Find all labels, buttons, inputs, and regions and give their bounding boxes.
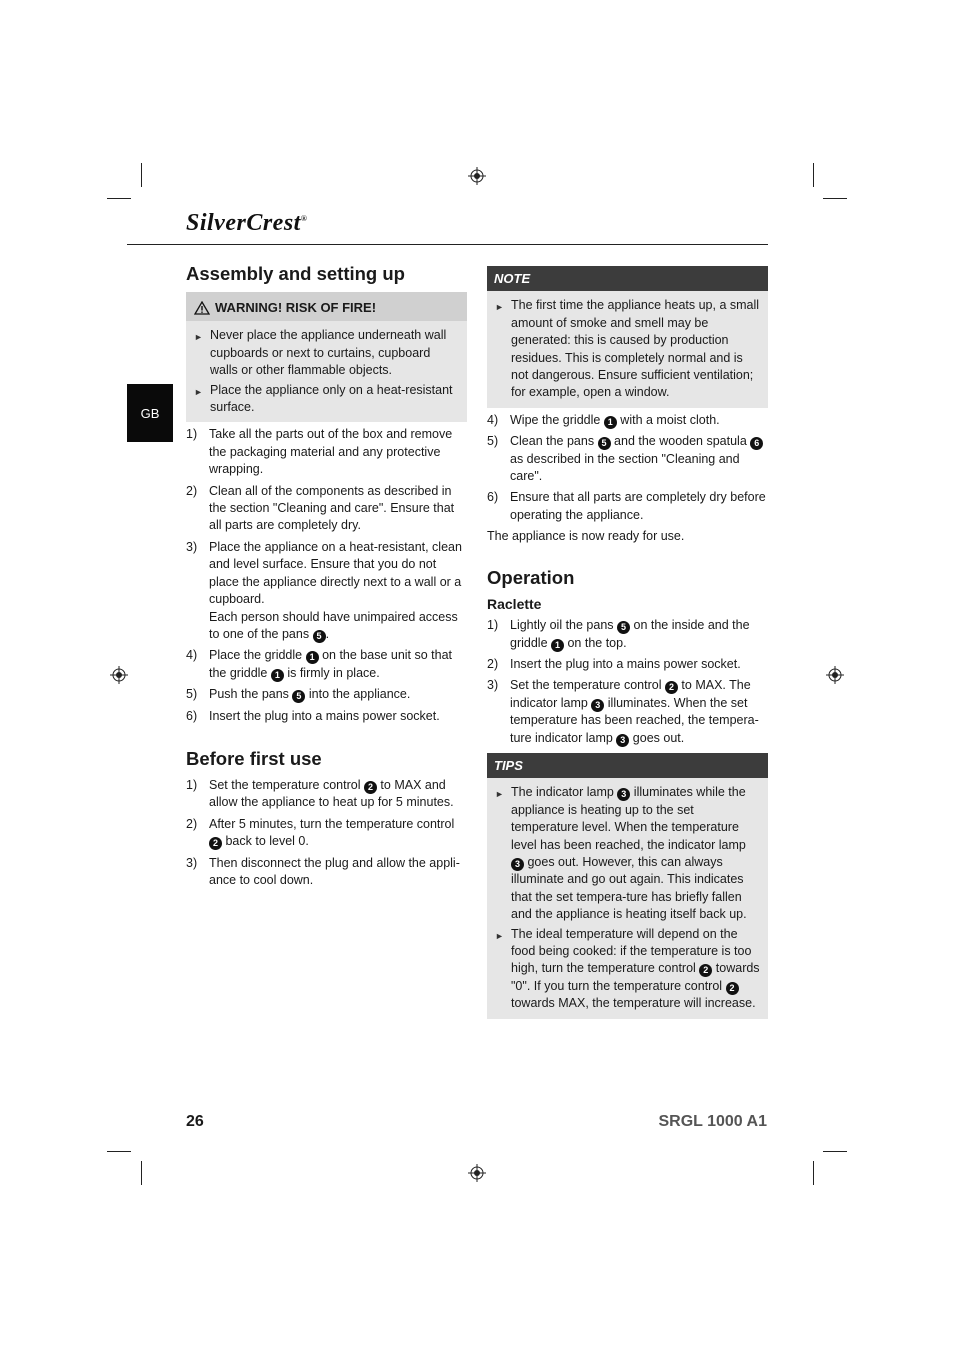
- tips-list: [487, 778, 768, 1012]
- step-number: 5): [487, 434, 499, 449]
- reference-number-badge: 5: [292, 690, 305, 703]
- list-item: [487, 433, 768, 485]
- reference-number-badge: 3: [617, 788, 630, 801]
- step-text: [209, 647, 467, 682]
- crop-mark: [107, 198, 131, 199]
- bullet-text: The first time the appliance heats up, a small amount of smoke and smell may be generated: this is caused by production residues. This is completely normal and is not dangerous. Ensure sufficient ventilation; for example, open a window.: [511, 298, 760, 400]
- item-text: After 5 minutes, turn the temperature control: [209, 816, 455, 831]
- reference-number-badge: 2: [209, 837, 222, 850]
- item-text: on the inside and the griddle: [510, 618, 750, 650]
- step-number: 2): [487, 656, 499, 671]
- header-rule: [127, 244, 768, 245]
- item-text: towards MAX, the temperature will increase.: [511, 996, 756, 1011]
- step-text: [510, 412, 768, 429]
- item-text: goes out.: [629, 730, 685, 745]
- item-text: Push the pans: [209, 687, 293, 702]
- bullet-item: [194, 327, 459, 379]
- registration-mark-icon: [826, 666, 844, 684]
- item-text: Clean all of the components as described in the section "Cleaning and care". Ensure that all parts are completely dry.: [209, 483, 455, 533]
- step-text: [510, 617, 768, 652]
- step-text: [209, 483, 467, 535]
- step-text: [209, 426, 467, 478]
- item-text: Then disconnect the plug and allow the appli-ance to cool down.: [209, 855, 460, 887]
- reference-number-badge: 2: [726, 982, 739, 995]
- step-text: [209, 855, 467, 890]
- step-text: [209, 777, 467, 812]
- crop-mark: [141, 1161, 142, 1185]
- crop-mark: [823, 198, 847, 199]
- list-item: [487, 677, 768, 747]
- bullet-item: [495, 784, 760, 923]
- step-number: 1): [186, 777, 198, 792]
- ready-text: The appliance is now ready for use.: [487, 529, 685, 544]
- warning-header: WARNING! RISK OF FIRE!: [186, 292, 467, 321]
- reference-number-badge: 3: [616, 734, 629, 747]
- raclette-subheading: Raclette: [487, 595, 542, 612]
- item-text: and the wooden spatula: [610, 434, 751, 449]
- list-item: [186, 708, 467, 725]
- item-text: illuminates while the appliance is heating up to the set temperature level. When the temperature level has been reached, the indicator lamp: [511, 785, 746, 852]
- step-number: 2): [186, 816, 198, 831]
- list-item: [186, 647, 467, 682]
- reference-number-badge: 3: [591, 699, 604, 712]
- item-text: towards "0". If you turn the temperature control: [511, 961, 760, 993]
- first-use-steps: [186, 777, 467, 889]
- page-number: 26: [186, 1113, 204, 1130]
- bullet-item: [194, 382, 459, 417]
- item-text: Insert the plug into a mains power socket.: [209, 708, 440, 723]
- item-text: to MAX. The indicator lamp: [510, 678, 751, 710]
- item-text: Clean the pans: [510, 434, 598, 449]
- reference-number-badge: 5: [313, 630, 326, 643]
- assembly-steps: [186, 426, 467, 725]
- arrow-bullet-icon: ►: [194, 332, 203, 343]
- item-text: Place the appliance on a heat-resistant, clean and level surface. Ensure that you do not place the appliance directly next to a wall or a cupboard.: [209, 539, 462, 607]
- bullet-text: [511, 926, 760, 1013]
- reference-number-badge: 3: [511, 858, 524, 871]
- reference-number-badge: 5: [617, 621, 630, 634]
- item-text: to MAX and allow the appliance to heat up for 5 minutes.: [209, 777, 454, 810]
- crop-mark: [823, 1151, 847, 1152]
- bullet-text: [511, 784, 760, 923]
- list-item: [186, 483, 467, 535]
- tips-header: TIPS: [487, 753, 768, 778]
- step-number: 3): [186, 855, 198, 870]
- item-text: Place the griddle: [209, 648, 306, 663]
- bullet-text: Place the appliance only on a heat-resistant surface.: [210, 382, 453, 415]
- step-text: [209, 708, 467, 725]
- item-text: on the base unit so that the griddle: [209, 648, 453, 680]
- step-text: [209, 816, 467, 851]
- item-text: Each person should have unimpaired access to one of the pans: [209, 609, 458, 641]
- item-text: Insert the plug into a mains power socket.: [510, 656, 741, 671]
- reference-number-badge: 6: [750, 437, 763, 450]
- crop-mark: [813, 1161, 814, 1185]
- list-item: [186, 855, 467, 890]
- item-text: illuminates. When the set temperature has been reached, the tempera-ture indicator lamp: [510, 695, 759, 745]
- bullet-text: Never place the appliance underneath wall cupboards or next to curtains, cupboard walls or other flammable objects.: [210, 328, 447, 378]
- step-number: 3): [186, 539, 198, 554]
- step-number: 1): [487, 618, 499, 633]
- warning-box: [186, 292, 467, 422]
- note-list: [487, 291, 768, 401]
- registration-mark-icon: [468, 1164, 486, 1182]
- arrow-bullet-icon: ►: [495, 302, 504, 313]
- item-text: Ensure that all parts are completely dry before operating the appliance.: [510, 490, 766, 522]
- registration-mark-icon: [468, 167, 486, 185]
- step-number: 1): [186, 427, 198, 442]
- reference-number-badge: 2: [699, 964, 712, 977]
- note-box: [487, 266, 768, 408]
- right-steps: [487, 412, 768, 524]
- brand-logo: SilverCrest®: [186, 210, 308, 236]
- item-text: on the top.: [564, 635, 627, 650]
- first-use-heading: Before first use: [186, 747, 322, 769]
- step-number: 2): [186, 483, 198, 498]
- step-number: 4): [487, 412, 499, 427]
- step-text: [510, 433, 768, 485]
- list-item: [186, 686, 467, 703]
- step-number: 4): [186, 648, 198, 663]
- arrow-bullet-icon: ►: [495, 930, 504, 941]
- step-text: [510, 489, 768, 524]
- arrow-bullet-icon: ►: [194, 386, 203, 397]
- warning-triangle-icon: [194, 301, 210, 315]
- tips-box: [487, 753, 768, 1019]
- step-text: [510, 656, 768, 673]
- item-text: back to level 0.: [222, 834, 309, 849]
- list-item: [186, 426, 467, 478]
- note-header: NOTE: [487, 266, 768, 291]
- operation-heading: Operation: [487, 566, 575, 588]
- crop-mark: [141, 163, 142, 187]
- item-text: is firmly in place.: [283, 665, 380, 680]
- bullet-item: [495, 926, 760, 1013]
- list-item: [487, 412, 768, 429]
- item-text: Take all the parts out of the box and remove the packaging material and any protective wrapping.: [209, 427, 453, 477]
- reference-number-badge: 2: [364, 781, 377, 794]
- step-number: 6): [186, 708, 198, 723]
- item-text: into the appliance.: [305, 687, 411, 702]
- reference-number-badge: 5: [598, 437, 611, 450]
- reference-number-badge: 1: [551, 639, 564, 652]
- step-number: 6): [487, 490, 499, 505]
- item-text: The ideal temperature will depend on the food being cooked: if the temperature is too high, turn the temperature control: [511, 926, 752, 976]
- left-column: [186, 262, 467, 893]
- step-text: [209, 686, 467, 703]
- list-item: [487, 617, 768, 652]
- step-number: 3): [487, 678, 499, 693]
- bullet-item: [495, 297, 760, 401]
- language-tab: GB: [127, 384, 173, 442]
- item-text: The indicator lamp: [511, 785, 618, 800]
- right-column: [487, 266, 768, 1023]
- item-text: Set the temperature control: [510, 678, 665, 693]
- model-number: SRGL 1000 A1: [658, 1113, 767, 1130]
- item-text: as described in the section "Cleaning and care".: [510, 451, 740, 484]
- operation-steps: [487, 617, 768, 747]
- crop-mark: [813, 163, 814, 187]
- step-text: [209, 539, 467, 643]
- reference-number-badge: 1: [271, 669, 284, 682]
- list-item: [487, 489, 768, 524]
- crop-mark: [107, 1151, 131, 1152]
- step-text: [510, 677, 768, 747]
- step-number: 5): [186, 687, 198, 702]
- item-text: with a moist cloth.: [616, 412, 720, 427]
- list-item: [487, 656, 768, 673]
- item-text: Lightly oil the pans: [510, 618, 618, 633]
- reference-number-badge: 2: [665, 681, 678, 694]
- list-item: [186, 539, 467, 643]
- list-item: [186, 777, 467, 812]
- reference-number-badge: 1: [604, 416, 617, 429]
- item-text: Wipe the griddle: [510, 412, 604, 427]
- warning-list: [186, 321, 467, 416]
- registration-mark-icon: [110, 666, 128, 684]
- item-text: Set the temperature control: [209, 777, 364, 792]
- arrow-bullet-icon: ►: [495, 789, 504, 800]
- item-text: .: [325, 626, 330, 641]
- reference-number-badge: 1: [306, 651, 319, 664]
- list-item: [186, 816, 467, 851]
- assembly-heading: Assembly and setting up: [186, 263, 405, 284]
- item-text: goes out. However, this can always illuminate and go out again. This indicates that the set tempera-ture has briefly fallen and the appliance is heating itself back up.: [511, 854, 747, 922]
